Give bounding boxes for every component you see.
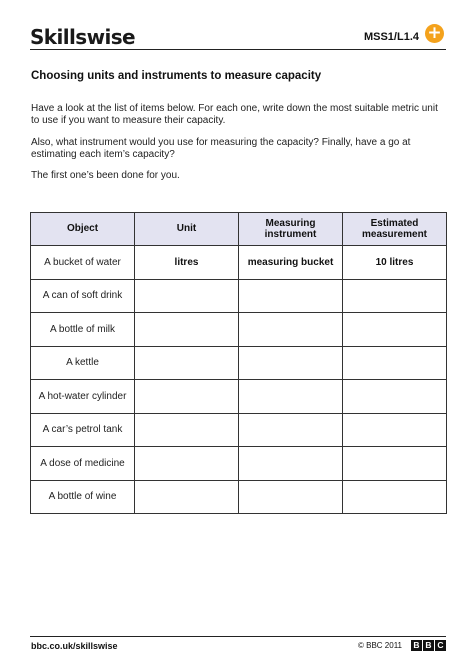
unit-cell[interactable] [135, 447, 239, 481]
object-cell: A dose of medicine [31, 447, 135, 481]
instrument-cell[interactable] [239, 480, 343, 514]
object-cell: A bottle of wine [31, 480, 135, 514]
capacity-table [30, 212, 447, 514]
unit-cell[interactable] [135, 279, 239, 313]
table-row [31, 313, 447, 347]
instrument-cell[interactable] [239, 447, 343, 481]
bbc-logo-block: B [411, 640, 422, 651]
instrument-cell[interactable] [239, 413, 343, 447]
column-header-measuring-instrument: Measuring instrument [239, 213, 343, 246]
object-cell: A can of soft drink [31, 279, 135, 313]
estimate-cell[interactable] [343, 480, 447, 514]
unit-cell[interactable] [135, 480, 239, 514]
column-header-estimated-measurement: Estimated measurement [343, 213, 447, 246]
instruction-paragraph-1: Have a look at the list of items below. For each one, write down the most suitable metric unit to use if you want to measure their capacity. [31, 103, 438, 126]
estimate-cell[interactable] [343, 346, 447, 380]
instrument-cell: measuring bucket [239, 246, 343, 280]
object-cell: A kettle [31, 346, 135, 380]
instrument-cell[interactable] [239, 279, 343, 313]
instruction-paragraph-3: The first one’s been done for you. [31, 170, 180, 181]
unit-cell[interactable] [135, 380, 239, 414]
table-row [31, 480, 447, 514]
unit-cell: litres [135, 246, 239, 280]
unit-cell[interactable] [135, 413, 239, 447]
column-header-unit: Unit [135, 213, 239, 246]
object-cell: A car’s petrol tank [31, 413, 135, 447]
table-row [31, 246, 447, 280]
object-cell: A hot-water cylinder [31, 380, 135, 414]
unit-cell[interactable] [135, 346, 239, 380]
column-header-object: Object [31, 213, 135, 246]
bbc-logo [411, 640, 446, 651]
footer-url-link[interactable]: bbc.co.uk/skillswise [31, 641, 118, 651]
estimate-cell[interactable] [343, 447, 447, 481]
estimate-cell[interactable] [343, 380, 447, 414]
estimate-cell[interactable] [343, 279, 447, 313]
estimate-cell: 10 litres [343, 246, 447, 280]
bbc-logo-block: C [435, 640, 446, 651]
table-row [31, 380, 447, 414]
table-row [31, 413, 447, 447]
table-row [31, 346, 447, 380]
skillswise-logo: Skillswise [30, 25, 135, 49]
copyright-text: © BBC 2011 [358, 641, 402, 650]
footer-divider [30, 636, 446, 637]
estimate-cell[interactable] [343, 413, 447, 447]
instrument-cell[interactable] [239, 346, 343, 380]
estimate-cell[interactable] [343, 313, 447, 347]
header-divider [30, 49, 446, 50]
table-row [31, 279, 447, 313]
instruction-paragraph-2: Also, what instrument would you use for measuring the capacity? Finally, have a go at estimating each item’s capacity? [31, 137, 411, 160]
worksheet-code: MSS1/L1.4 [363, 31, 419, 43]
instrument-cell[interactable] [239, 313, 343, 347]
unit-cell[interactable] [135, 313, 239, 347]
object-cell: A bottle of milk [31, 313, 135, 347]
worksheet-title: Choosing units and instruments to measure capacity [31, 70, 322, 82]
instrument-cell[interactable] [239, 380, 343, 414]
table-row [31, 447, 447, 481]
object-cell: A bucket of water [31, 246, 135, 280]
table-header-row [31, 213, 447, 246]
plus-icon: + [425, 24, 444, 43]
bbc-logo-block: B [423, 640, 434, 651]
